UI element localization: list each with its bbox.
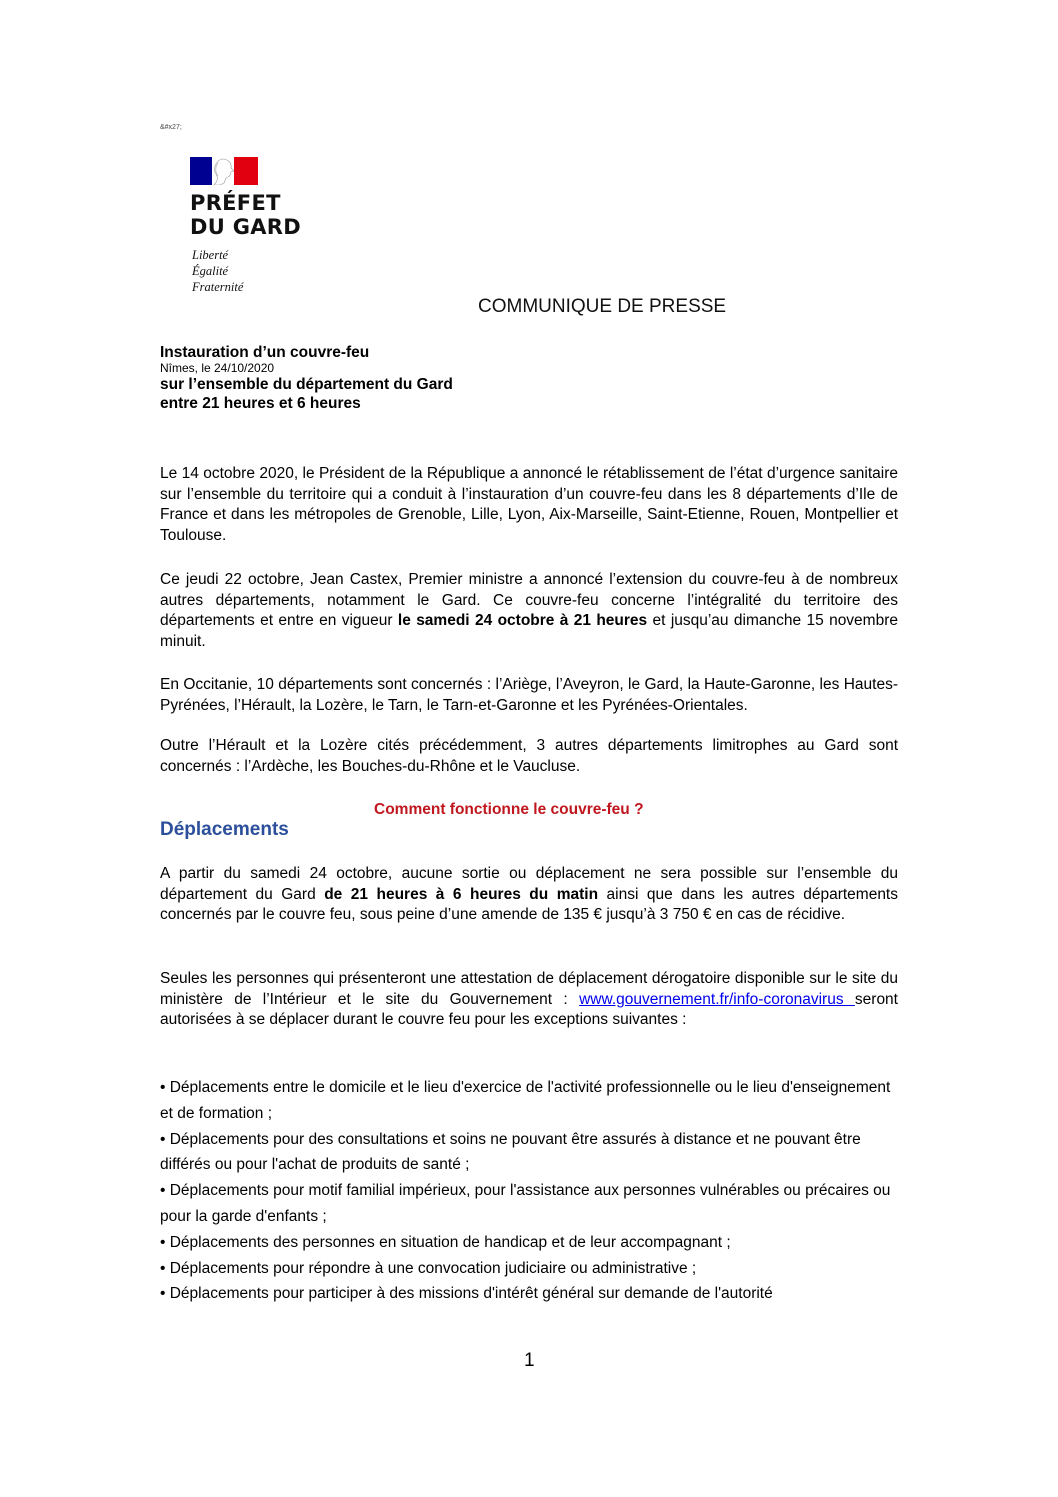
gouvernement-info-link[interactable]: www.gouvernement.fr/info-coronavirus: [579, 990, 855, 1008]
press-release-title: COMMUNIQUE DE PRESSE: [478, 296, 727, 317]
heading-date: Nîmes, le 24/10/2020: [160, 361, 275, 375]
paragraph-curfew-hours: A partir du samedi 24 octobre, aucune sortie ou déplacement ne sera possible sur l’ensemble du département du Gard de 21 heures à 6 heures du matin ainsi que dans les autres départements concernés par le couvre feu, sous peine d’une amende de 135 € jusqu’à 3 750 € en cas de récidive.: [160, 865, 898, 923]
paragraph-extension: Ce jeudi 22 octobre, Jean Castex, Premier ministre a annoncé l’extension du couvre-feu à de nombreux autres départements, notamment le Gard. Ce couvre-feu concerne l’intégralité du territoire des départements et entre en vigueur le samedi 24 octobre à 21 heures et jusqu’au dimanche 15 novembre minuit.: [160, 571, 898, 650]
document-heading: [160, 343, 453, 413]
list-item: • Déplacements entre le domicile et le lieu d'exercice de l'activité professionnelle ou le lieu d'enseignement et de formation ;: [160, 1079, 891, 1122]
list-item: • Déplacements pour répondre à une convocation judiciaire ou administrative ;: [160, 1259, 697, 1277]
section-heading-deplacements: Déplacements: [160, 819, 289, 840]
heading-line-3: entre 21 heures et 6 heures: [160, 395, 361, 412]
curfew-start-date: le samedi 24 octobre à 21 heures: [397, 612, 648, 629]
list-item: • Déplacements des personnes en situation de handicap et de leur accompagnant ;: [160, 1233, 731, 1251]
curfew-hours: de 21 heures à 6 heures du matin: [324, 885, 599, 903]
paragraph-intro: Le 14 octobre 2020, le Président de la République a annoncé le rétablissement de l’état d’urgence sanitaire sur l’ensemble du territoire qui a conduit à l’instauration d’un couvre-feu dans les 8 départements d’Ile de France et dans les métropoles de Grenoble, Lille, Lyon, Aix-Marseille, Saint-Etienne, Rouen, Montpellier et Toulouse.: [160, 465, 898, 544]
list-item: • Déplacements pour participer à des missions d'intérêt général sur demande de l'autorité: [160, 1285, 773, 1303]
paragraph-occitanie: En Occitanie, 10 départements sont concernés : l’Ariège, l’Aveyron, le Gard, la Haute-Garonne, les Hautes-Pyrénées, l’Hérault, la Lozère, le Tarn, le Tarn-et-Garonne et les Pyrénées-Orientales.: [160, 676, 898, 714]
logo-line-du-gard: DU GARD: [190, 215, 301, 239]
exceptions-list: [160, 1075, 898, 1307]
heading-line-2: sur l’ensemble du département du Gard: [160, 376, 453, 393]
heading-line-1: Instauration d’un couvre-feu: [160, 344, 370, 361]
motto-fraternite: Fraternité: [192, 280, 244, 294]
motto-egalite: Égalité: [192, 264, 229, 278]
page-number: 1: [524, 1350, 535, 1371]
logo-line-prefet: PRÉFET: [190, 191, 281, 215]
prefet-du-gard-logo: [190, 157, 350, 297]
motto-liberte: Liberté: [192, 248, 229, 262]
marianne-flag-icon: [190, 157, 258, 185]
question-heading: Comment fonctionne le couvre-feu ?: [374, 801, 644, 818]
page-mark: &#x27;: [160, 124, 182, 131]
list-item: • Déplacements pour motif familial impérieux, pour l'assistance aux personnes vulnérables ou précaires ou pour la garde d'enfants ;: [160, 1182, 891, 1225]
paragraph-attestation: Seules les personnes qui présenteront une attestation de déplacement dérogatoire disponible sur le site du ministère de l’Intérieur et le site du Gouvernement : www.gouvernement.fr/info-coronavirus seront autorisées à se déplacer durant le couvre feu pour les exceptions suivantes :: [160, 970, 898, 1028]
paragraph-neighbours: Outre l’Hérault et la Lozère cités précédemment, 3 autres départements limitrophes au Gard sont concernés : l’Ardèche, les Bouches-du-Rhône et le Vaucluse.: [160, 737, 898, 775]
list-item: • Déplacements pour des consultations et soins ne pouvant être assurés à distance et ne pouvant être différés ou pour l'achat de produits de santé ;: [160, 1130, 861, 1174]
